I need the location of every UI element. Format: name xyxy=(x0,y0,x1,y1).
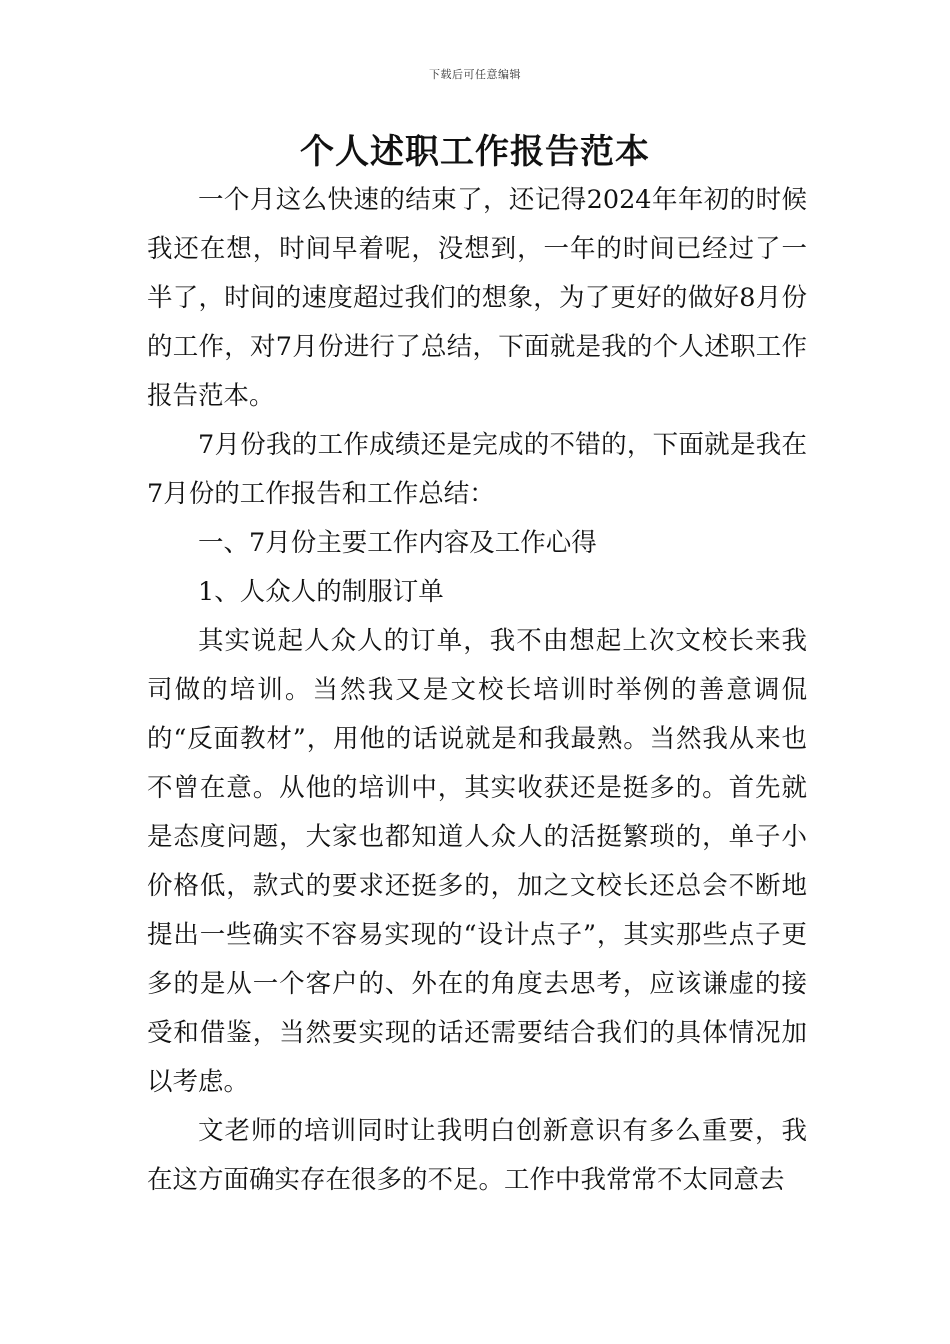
section-heading: 一、7月份主要工作内容及工作心得 xyxy=(198,528,597,558)
header-note: 下载后可任意编辑 xyxy=(429,68,521,81)
paragraph-order: 其实说起人众人的订单，我不由想起上次文校长来我司做的培训。当然我又是文校长培训时举例的善意调侃的“反面教材”，用他的话说就是和我最熟。当然我从来也不曾在意。从他的培训中，其实收获还是挺多的。首先就是态度问题，大家也都知道人众人的活挺繁琐的，单子小价格低，款式的要求还挺多的，加之文校长还总会不断地提出一些确实不容易实现的“设计点子”，其实那些点子更多的是从一个客户的、外在的角度去思考，应该谦虚的接受和借鉴，当然要实现的话还需要结合我们的具体情况加以考虑。 xyxy=(147,626,807,1097)
subsection-heading: 1、人众人的制服订单 xyxy=(198,577,444,607)
paragraph-training: 文老师的培训同时让我明白创新意识有多么重要，我在这方面确实存在很多的不足。工作中我常常不太同意去 xyxy=(147,1116,807,1195)
document-title: 个人述职工作报告范本 xyxy=(300,132,650,172)
paragraph-july-summary: 7月份我的工作成绩还是完成的不错的，下面就是我在7月份的工作报告和工作总结： xyxy=(147,430,807,509)
document-body xyxy=(147,176,807,1205)
paragraph-intro: 一个月这么快速的结束了，还记得2024年年初的时候我还在想，时间早着呢，没想到，一年的时间已经过了一半了，时间的速度超过我们的想象，为了更好的做好8月份的工作，对7月份进行了总结，下面就是我的个人述职工作报告范本。 xyxy=(147,185,807,411)
